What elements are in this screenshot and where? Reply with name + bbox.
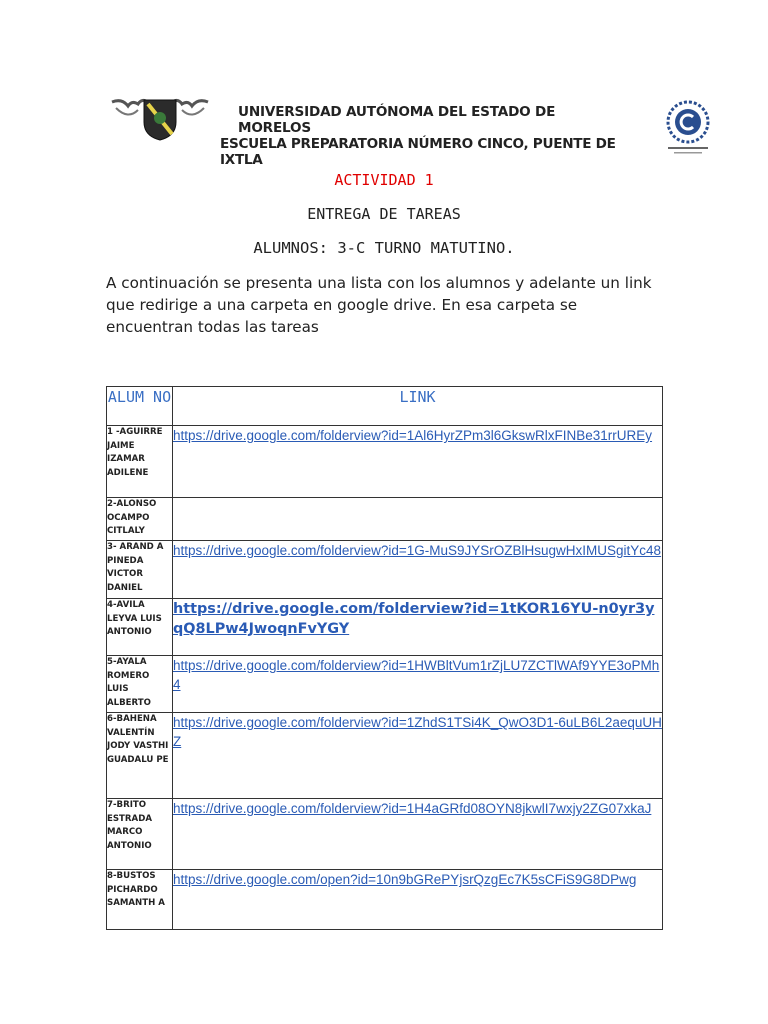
document-subtitle: ENTREGA DE TAREAS — [307, 205, 461, 223]
activity-title: ACTIVIDAD 1 — [334, 171, 434, 189]
uaem-logo — [108, 96, 212, 158]
drive-link[interactable]: https://drive.google.com/open?id=10n9bGRePYjsrQzgEc7K5sCFiS9G8DPwg — [173, 872, 637, 887]
link-cell — [173, 498, 663, 541]
preparatoria-logo — [658, 98, 718, 158]
university-title: UNIVERSIDAD AUTÓNOMA DEL ESTADO DE MORELOS — [238, 104, 556, 136]
student-name: 6-BAHENA VALENTÍN JODY VASTHI GUADALU PE — [107, 713, 173, 799]
drive-link[interactable]: https://drive.google.com/folderview?id=1HWBltVum1rZjLU7ZCTlWAf9YYE3oPMh4 — [173, 658, 660, 692]
table-row — [107, 541, 663, 599]
drive-link[interactable]: https://drive.google.com/folderview?id=1tKOR16YU-n0yr3yqQ8LPw4JwoqnFvYGY — [173, 601, 655, 637]
table-row — [107, 656, 663, 713]
drive-link[interactable]: https://drive.google.com/folderview?id=1Al6HyrZPm3l6GkswRlxFINBe31rrUREy — [173, 428, 653, 443]
student-name: 4-AVILA LEYVA LUIS ANTONIO — [107, 599, 173, 656]
link-cell — [173, 799, 663, 870]
table-header-row — [107, 387, 663, 426]
table-row — [107, 870, 663, 930]
column-header-link: LINK — [173, 387, 663, 426]
student-name: 5-AYALA ROMERO LUIS ALBERTO — [107, 656, 173, 713]
student-name: 7-BRITO ESTRADA MARCO ANTONIO — [107, 799, 173, 870]
table-row — [107, 713, 663, 799]
school-title: ESCUELA PREPARATORIA NÚMERO CINCO, PUENTE DE IXTLA — [220, 136, 616, 168]
document-header — [108, 96, 718, 168]
link-cell — [173, 426, 663, 498]
link-cell — [173, 656, 663, 713]
column-header-alumno: ALUM NO — [107, 387, 173, 426]
drive-link[interactable]: https://drive.google.com/folderview?id=1ZhdS1TSi4K_QwO3D1-6uLB6L2aequUHZ — [173, 715, 662, 749]
table-row — [107, 599, 663, 656]
student-name: 3- ARAND A PINEDA VICTOR DANIEL — [107, 541, 173, 599]
link-cell — [173, 541, 663, 599]
student-name: 8-BUSTOS PICHARDO SAMANTH A — [107, 870, 173, 930]
table-row — [107, 426, 663, 498]
group-label: ALUMNOS: 3-C TURNO MATUTINO. — [253, 239, 515, 257]
intro-paragraph: A continuación se presenta una lista con los alumnos y adelante un link que redirige a una carpeta en google drive. En esa carpeta se encuentran todas las tareas — [106, 274, 652, 336]
link-cell — [173, 870, 663, 930]
link-cell — [173, 713, 663, 799]
drive-link[interactable]: https://drive.google.com/folderview?id=1G-MuS9JYSrOZBlHsugwHxIMUSgitYc48 — [173, 543, 662, 558]
student-name: 2-ALONSO OCAMPO CITLALY — [107, 498, 173, 541]
link-cell — [173, 599, 663, 656]
table-row — [107, 799, 663, 870]
student-name: 1 -AGUIRRE JAIME IZAMAR ADILENE — [107, 426, 173, 498]
students-table — [106, 386, 663, 930]
drive-link[interactable]: https://drive.google.com/folderview?id=1H4aGRfd08OYN8jkwlI7wxjy2ZG07xkaJ — [173, 801, 652, 816]
table-row — [107, 498, 663, 541]
